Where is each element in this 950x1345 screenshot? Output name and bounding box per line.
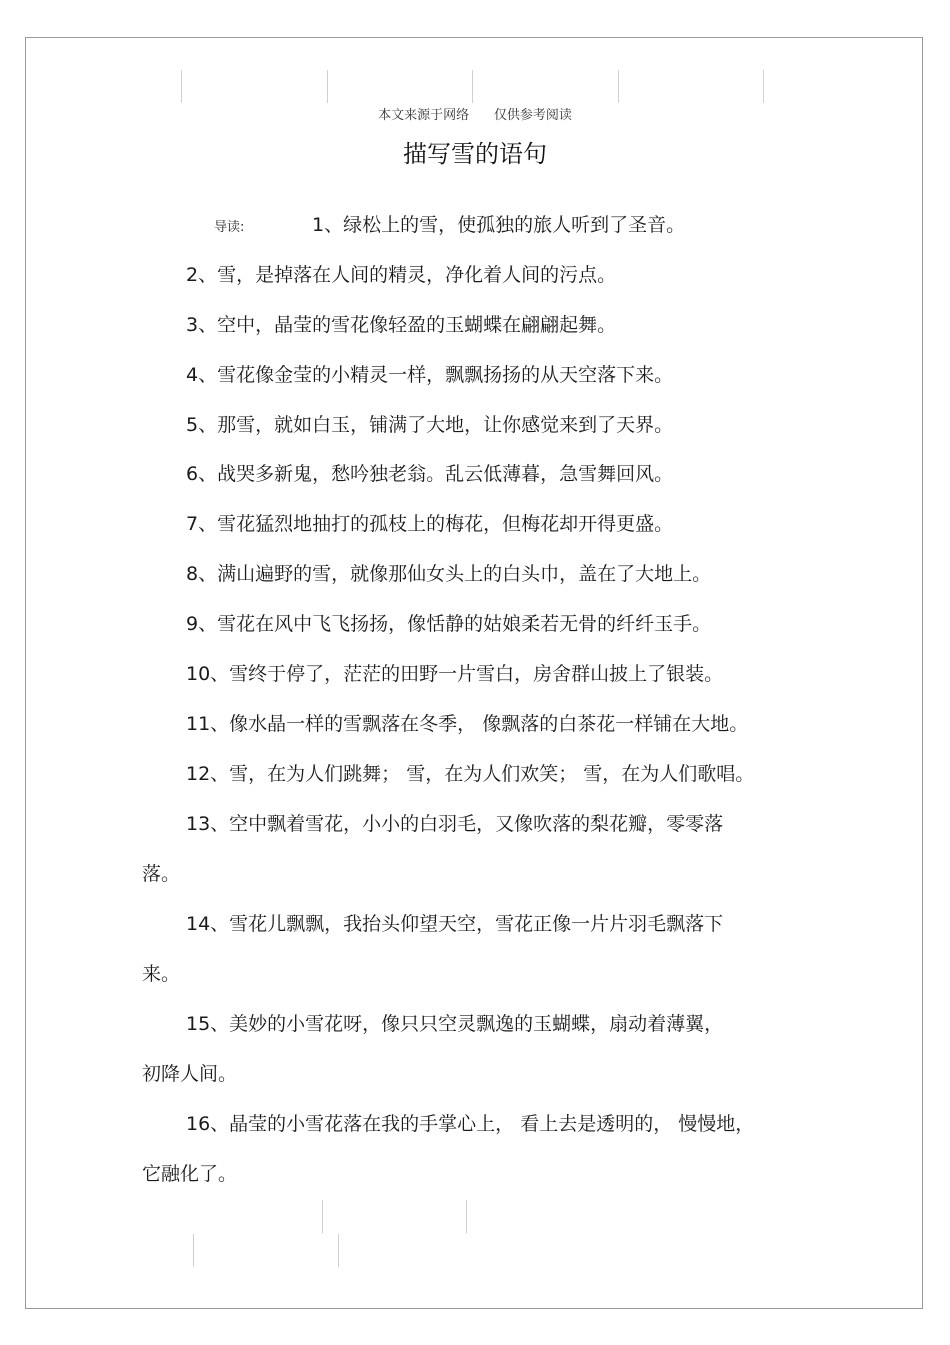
sentence-continuation: 落。	[142, 863, 181, 885]
sentence-continuation: 它融化了。	[142, 1163, 238, 1185]
sentence-line: 4、雪花像金莹的小精灵一样，飘飘扬扬的从天空落下来。	[186, 364, 674, 386]
sentence-continuation: 初降人间。	[142, 1063, 238, 1085]
decorative-tick	[338, 1234, 339, 1267]
decorative-tick	[327, 70, 328, 103]
document-title: 描写雪的语句	[403, 140, 547, 168]
decorative-tick	[193, 1234, 194, 1267]
sentence-line: 10、雪终于停了，茫茫的田野一片雪白，房舍群山披上了银装。	[186, 663, 724, 685]
sentence-line: 1、绿松上的雪，使孤独的旅人听到了圣音。	[312, 214, 686, 236]
guide-label: 导读:	[214, 220, 245, 235]
sentence-line: 2、雪，是掉落在人间的精灵，净化着人间的污点。	[186, 264, 617, 286]
decorative-tick	[763, 70, 764, 103]
sentence-line: 5、那雪，就如白玉，铺满了大地，让你感觉来到了天界。	[186, 414, 674, 436]
decorative-tick	[181, 70, 182, 103]
sentence-line: 9、雪花在风中飞飞扬扬，像恬静的姑娘柔若无骨的纤纤玉手。	[186, 613, 712, 635]
source-note: 本文来源于网络 仅供参考阅读	[378, 108, 572, 123]
sentence-line: 14、雪花儿飘飘，我抬头仰望天空，雪花正像一片片羽毛飘落下	[186, 913, 724, 935]
sentence-line: 7、雪花猛烈地抽打的孤枝上的梅花，但梅花却开得更盛。	[186, 513, 674, 535]
sentence-line: 16、晶莹的小雪花落在我的手掌心上， 看上去是透明的， 慢慢地，	[186, 1113, 755, 1135]
decorative-tick	[322, 1200, 323, 1233]
sentence-line: 15、美妙的小雪花呀，像只只空灵飘逸的玉蝴蝶，扇动着薄翼，	[186, 1013, 724, 1035]
sentence-continuation: 来。	[142, 963, 181, 985]
sentence-line: 8、满山遍野的雪，就像那仙女头上的白头巾，盖在了大地上。	[186, 563, 712, 585]
sentence-line: 12、雪，在为人们跳舞； 雪，在为人们欢笑； 雪，在为人们歌唱。	[186, 763, 755, 785]
sentence-line: 3、空中，晶莹的雪花像轻盈的玉蝴蝶在翩翩起舞。	[186, 314, 617, 336]
decorative-tick	[466, 1200, 467, 1233]
sentence-line: 6、战哭多新鬼，愁吟独老翁。乱云低薄暮，急雪舞回风。	[186, 463, 674, 485]
sentence-line: 13、空中飘着雪花，小小的白羽毛，又像吹落的梨花瓣，零零落	[186, 813, 724, 835]
decorative-tick	[472, 70, 473, 103]
sentence-line: 11、像水晶一样的雪飘落在冬季， 像飘落的白茶花一样铺在大地。	[186, 713, 749, 735]
decorative-tick	[618, 70, 619, 103]
